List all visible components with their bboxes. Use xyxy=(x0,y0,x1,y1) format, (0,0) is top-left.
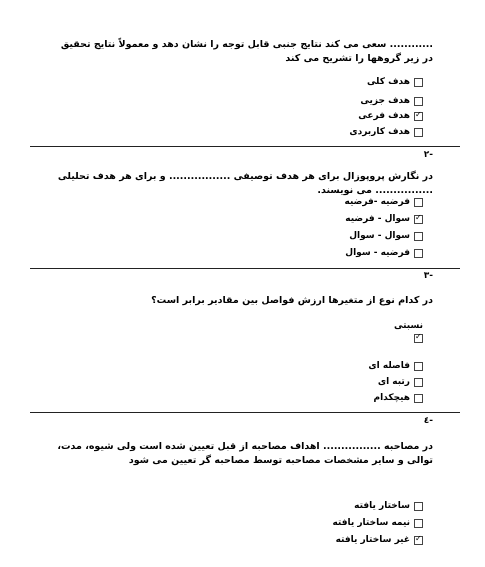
checkbox[interactable] xyxy=(414,78,423,87)
q2-option-4[interactable]: فرضیه - سوال xyxy=(345,247,423,259)
q4-option-1[interactable]: ساختار یافته xyxy=(354,500,423,512)
checkbox[interactable] xyxy=(414,519,423,528)
q2-option-1[interactable]: فرضیه -فرضیه xyxy=(344,196,423,208)
checkbox[interactable] xyxy=(414,394,423,403)
question-4-text: در مصاحبه ................ اهداف مصاحبه از قبل تعیین شده است ولی شیوه، مدت، توالی و سایر مشخصات مصاحبه توسط مصاحبه گر تعیین می شود xyxy=(57,441,433,466)
divider xyxy=(30,268,460,269)
checkbox[interactable] xyxy=(414,362,423,371)
question-4-number: -٤ xyxy=(423,416,433,426)
q1-option-2[interactable]: هدف جزیی xyxy=(360,95,423,107)
divider xyxy=(30,412,460,413)
q2-option-2[interactable]: ✓سوال - فرضیه xyxy=(345,213,423,225)
checkbox[interactable] xyxy=(414,198,423,207)
checkbox[interactable] xyxy=(414,232,423,241)
checkbox-checked[interactable] xyxy=(414,112,423,121)
divider xyxy=(30,146,460,147)
question-2-text: در نگارش پروپوزال برای هر هدف توصیفی ................. و برای هر هدف تحلیلی ................ می نویسند. xyxy=(57,171,433,196)
q3-option-1-label: نسبتی xyxy=(394,321,423,331)
question-2-number: -۲ xyxy=(423,150,433,160)
q4-option-3[interactable]: ✓غیر ساختار یافته xyxy=(336,534,423,546)
q4-option-2[interactable]: نیمه ساختار یافته xyxy=(332,517,423,529)
q2-option-3[interactable]: سوال - سوال xyxy=(349,230,423,242)
q3-option-4[interactable]: هیچکدام xyxy=(373,392,423,404)
q3-option-3[interactable]: رتبه ای xyxy=(378,376,423,388)
checkbox[interactable] xyxy=(414,378,423,387)
q3-option-1[interactable] xyxy=(410,333,423,345)
checkbox-checked[interactable] xyxy=(414,215,423,224)
q1-option-3[interactable]: ✓هدف فرعی xyxy=(358,110,423,122)
checkbox[interactable] xyxy=(414,249,423,258)
question-3-text: در کدام نوع از متغیرها ارزش فواصل بین مقادیر برابر است؟ xyxy=(151,295,433,306)
question-1-text: ............ سعی می کند نتایج جنبی قابل توجه را نشان دهد و معمولاً نتایج تحقیق در زیر گروهها را تشریح می کند xyxy=(60,39,433,64)
q1-option-4[interactable]: هدف کاربردی xyxy=(349,126,423,138)
checkbox[interactable] xyxy=(414,502,423,511)
checkbox[interactable] xyxy=(414,128,423,137)
q1-option-1[interactable]: هدف کلی xyxy=(367,76,423,88)
question-3-number: -۳ xyxy=(423,271,433,281)
checkbox-checked[interactable] xyxy=(414,536,423,545)
checkbox-checked[interactable] xyxy=(414,334,423,343)
q3-option-2[interactable]: فاصله ای xyxy=(368,360,423,372)
checkbox[interactable] xyxy=(414,97,423,106)
